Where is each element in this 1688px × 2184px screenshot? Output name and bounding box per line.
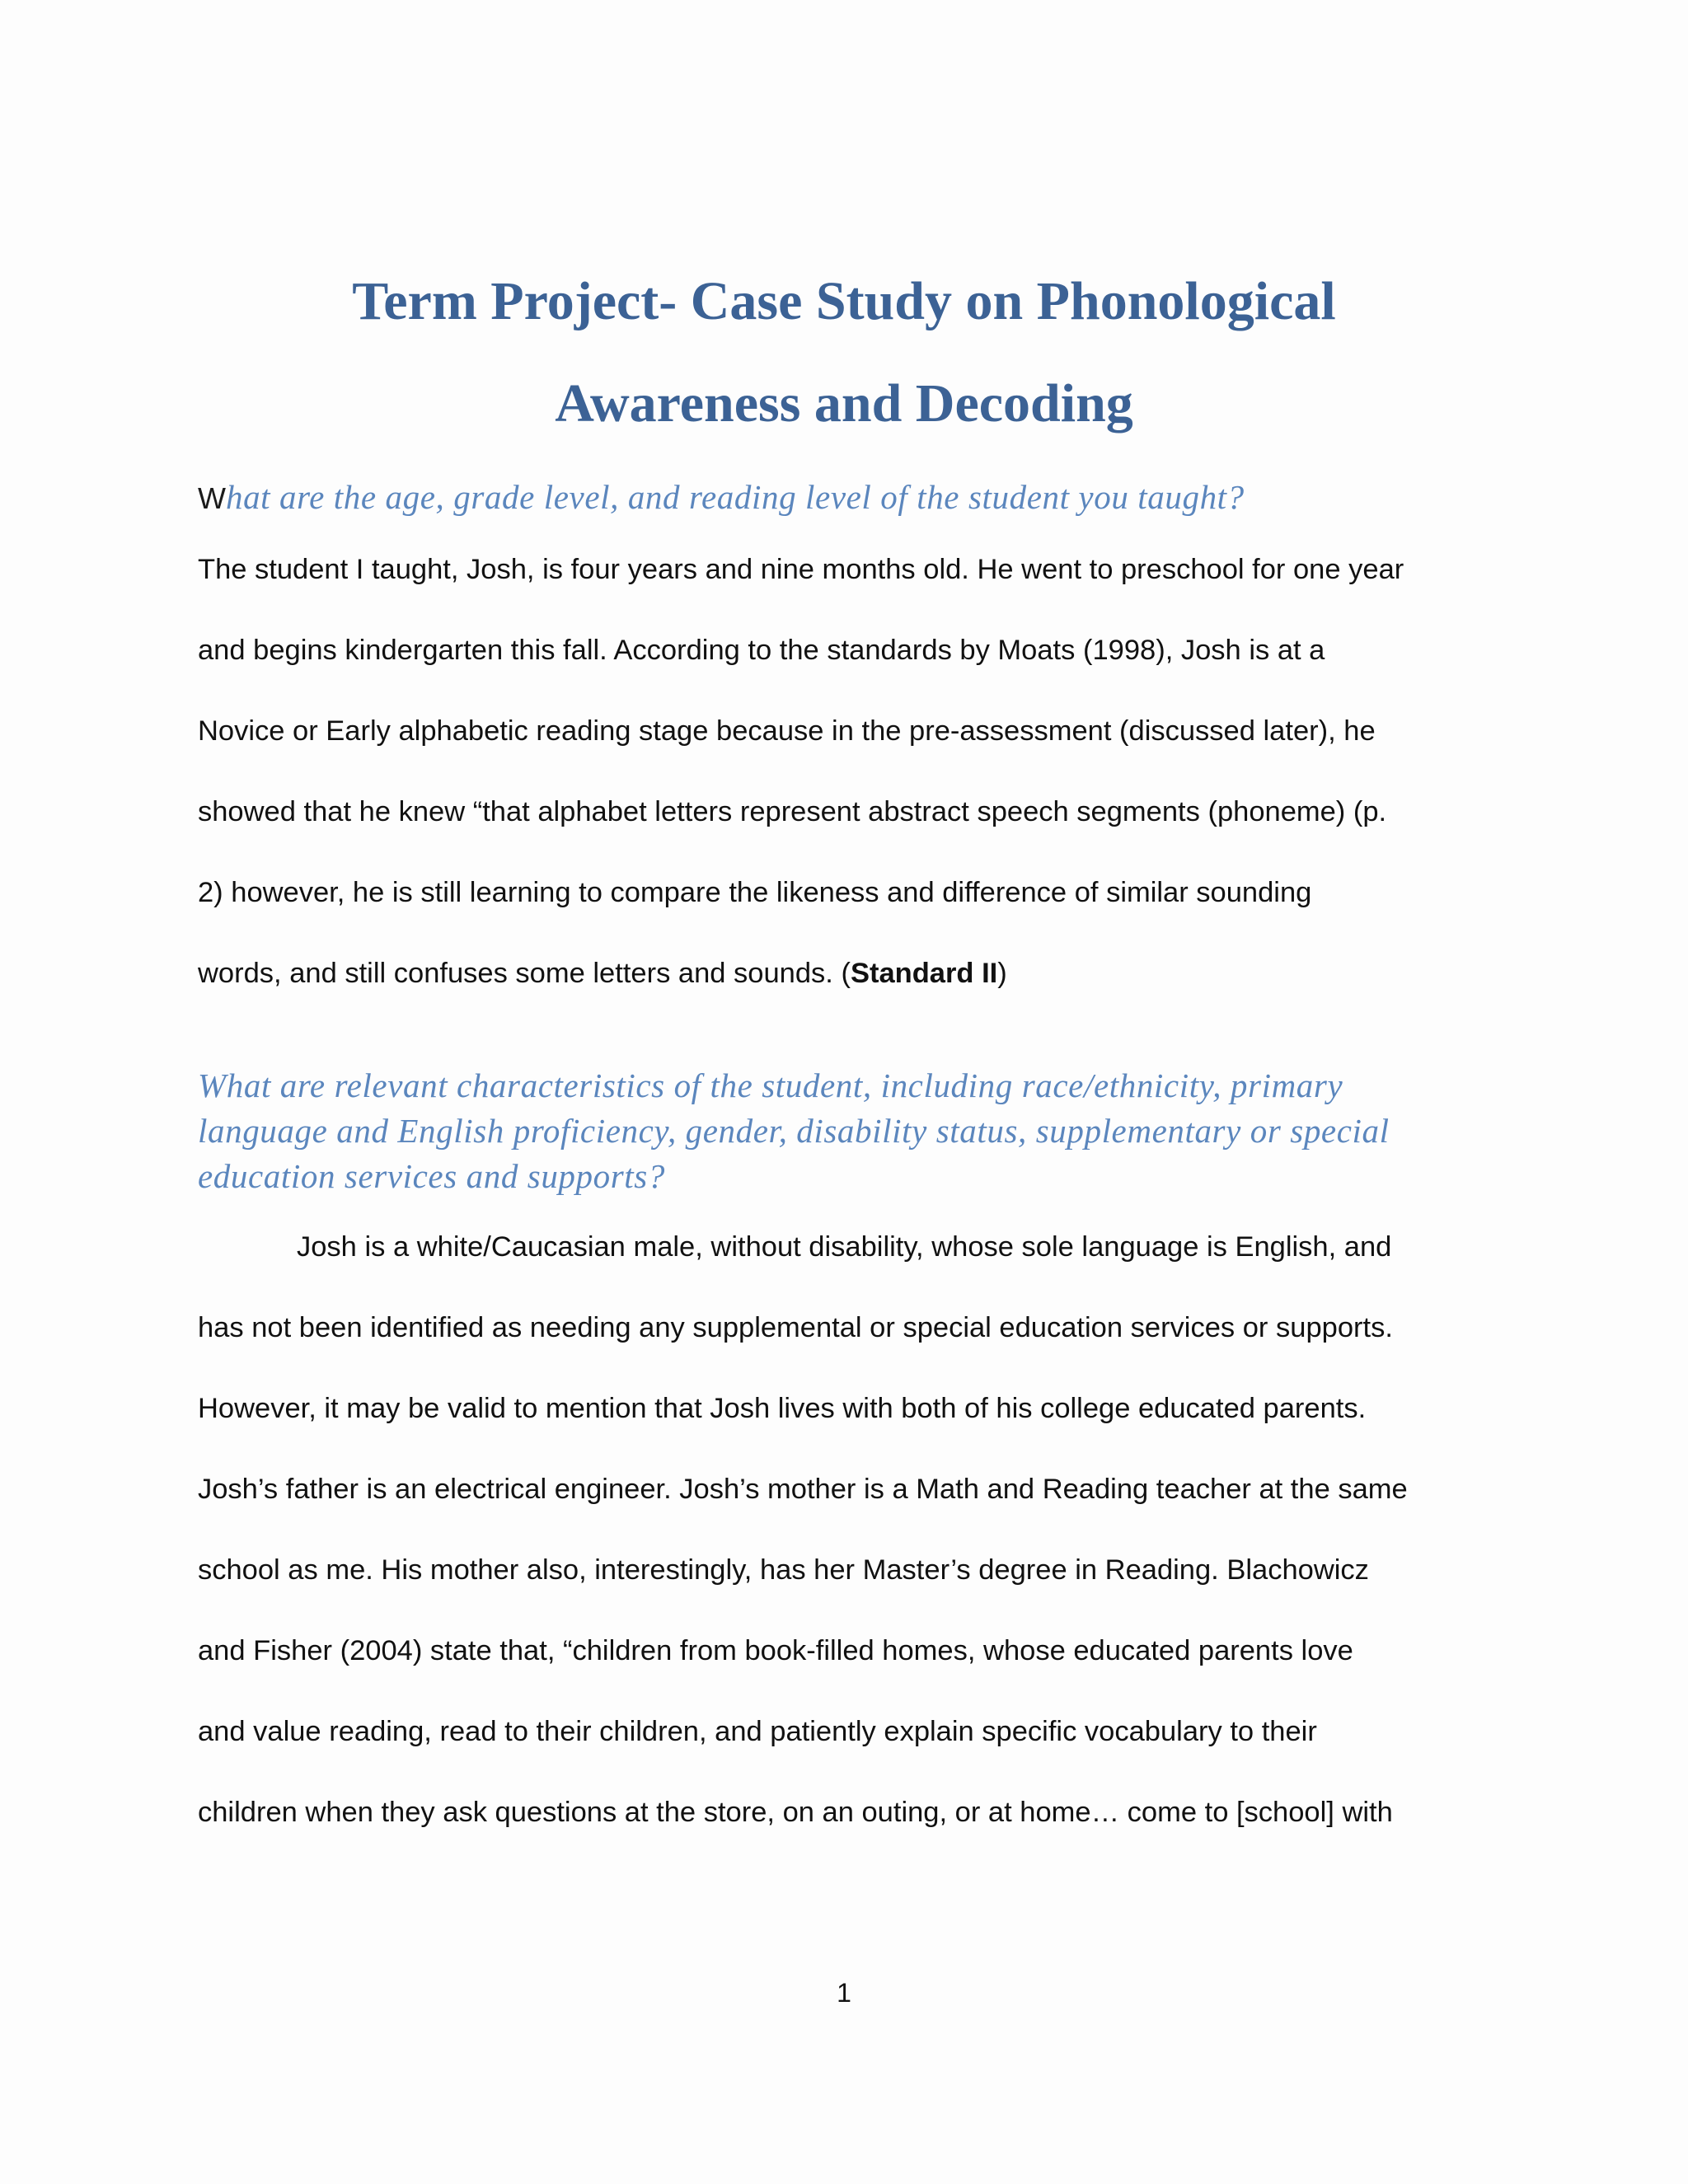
paragraph-2-line: has not been identified as needing any supplemental or special education services or supports. [198,1312,1393,1343]
paragraph-2-line: Josh’s father is an electrical engineer. Josh’s mother is a Math and Reading teacher at the same [198,1474,1408,1505]
paragraph-2-line: children when they ask questions at the store, on an outing, or at home… come to [school] with [198,1797,1393,1828]
paragraph-1-last-text: words, and still confuses some letters and sounds. ( [198,958,851,989]
document-title-line-2: Awareness and Decoding [555,373,1133,434]
paragraph-1-line: The student I taught, Josh, is four years and nine months old. He went to preschool for one year [198,554,1404,585]
paragraph-2-line: Josh is a white/Caucasian male, without disability, whose sole language is English, and [297,1231,1392,1263]
paragraph-1-line: 2) however, he is still learning to compare the likeness and difference of similar sounding [198,877,1312,908]
question-1 [198,475,1517,521]
document-title-line-1: Term Project- Case Study on Phonological [352,271,1336,331]
paragraph-2-line: However, it may be valid to mention that Josh lives with both of his college educated parents. [198,1393,1367,1424]
question-2 [198,1063,1517,1199]
page-number: 1 [837,1978,851,2008]
paragraph-1-line: showed that he knew “that alphabet letters represent abstract speech segments (phoneme) (p. [198,796,1387,827]
question-1-text: hat are the age, grade level, and reading level of the student you taught? [225,478,1245,516]
question-2-line: language and English proficiency, gender, disability status, supplementary or special [198,1112,1390,1150]
paragraph-2-line: and Fisher (2004) state that, “children from book-filled homes, whose educated parents love [198,1635,1353,1666]
question-2-line: education services and supports? [198,1157,665,1195]
question-2-line: What are relevant characteristics of the student, including race/ethnicity, primary [198,1066,1343,1104]
paragraph-1-line: Novice or Early alphabetic reading stage because in the pre-assessment (discussed later), he [198,715,1376,747]
paragraph-1-line: and begins kindergarten this fall. According to the standards by Moats (1998), Josh is at a [198,635,1325,666]
paragraph-2-line: school as me. His mother also, interestingly, has her Master’s degree in Reading. Blachowicz [198,1554,1369,1586]
paragraph-1-last-suffix: ) [997,958,1007,989]
paragraph-1-last-line [198,958,1007,990]
question-1-initial: W [198,481,226,515]
standard-reference: Standard II [850,958,998,989]
paragraph-2-line: and value reading, read to their children, and patiently explain specific vocabulary to their [198,1716,1317,1747]
